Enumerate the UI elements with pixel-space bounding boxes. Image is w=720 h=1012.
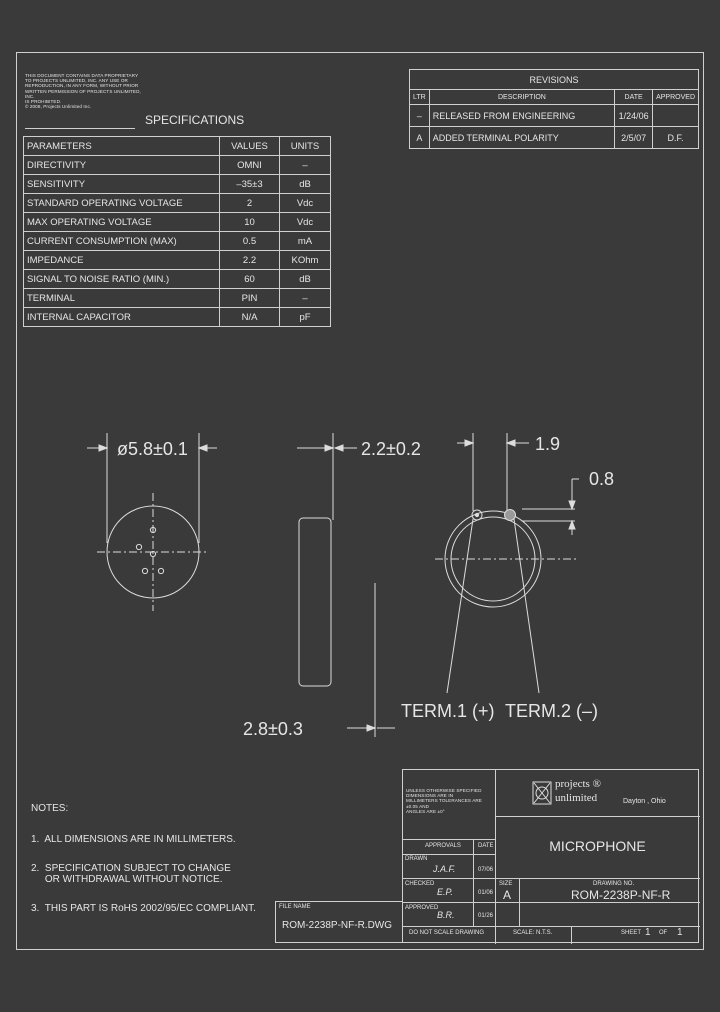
spec-unit: –: [280, 156, 331, 175]
spec-row: [24, 213, 331, 232]
rev-header-approved: APPROVED: [653, 90, 699, 105]
rev-header-description: DESCRIPTION: [429, 90, 614, 105]
port-hole: [158, 568, 163, 573]
spec-row: [24, 270, 331, 289]
spec-table: [23, 136, 331, 327]
diameter-dim: ø5.8±0.1: [117, 439, 188, 459]
tolerance-line: UNLESS OTHERWISE SPECIFIED: [406, 788, 482, 793]
spec-row: [24, 156, 331, 175]
spec-header-row: [24, 137, 331, 156]
proprietary-line: © 2008, Projects Unlimited Inc.: [25, 104, 92, 110]
spec-unit: KOhm: [280, 251, 331, 270]
spec-parameter: MAX OPERATING VOLTAGE: [24, 213, 220, 232]
arrow: [325, 445, 333, 451]
sheet-total: 1: [677, 927, 683, 938]
proprietary-line: THIS DOCUMENT CONTAINS DATA PROPRIETARY: [25, 73, 139, 78]
spec-parameter: TERMINAL: [24, 289, 220, 308]
spec-value: 2.2: [220, 251, 280, 270]
scale: SCALE: N.T.S.: [513, 930, 553, 936]
notes-title: NOTES:: [31, 803, 69, 814]
spec-value: N/A: [220, 308, 280, 327]
revisions-header-row: [410, 90, 699, 105]
file-name-box: [275, 901, 403, 943]
arrow: [199, 445, 207, 451]
tb-hline: [403, 854, 495, 855]
arrow: [507, 440, 515, 446]
revisions-table: [409, 69, 699, 149]
spec-parameter: INTERNAL CAPACITOR: [24, 308, 220, 327]
rev-ltr: A: [410, 127, 430, 149]
approved-by: B.R.: [437, 910, 455, 920]
pin-dim: 0.8: [589, 469, 615, 489]
drawn-label: DRAWN: [405, 856, 428, 862]
tb-hline: [403, 902, 700, 903]
arrow: [569, 501, 575, 509]
notes: [31, 803, 281, 914]
revisions-title: REVISIONS: [410, 70, 699, 90]
note-item: 1. ALL DIMENSIONS ARE IN MILLIMETERS.: [31, 834, 236, 845]
rev-approved: D.F.: [653, 127, 699, 149]
spec-unit: –: [280, 289, 331, 308]
width-dim: 2.8±0.3: [243, 719, 303, 739]
checked-label: CHECKED: [405, 881, 435, 887]
spec-unit: Vdc: [280, 213, 331, 232]
company-logo-icon: [531, 779, 553, 807]
term2-pad: [505, 510, 516, 521]
side-body: [299, 518, 331, 686]
note-item: OR WITHDRAWAL WITHOUT NOTICE.: [31, 874, 223, 885]
spec-parameter: IMPEDANCE: [24, 251, 220, 270]
rev-description: RELEASED FROM ENGINEERING: [429, 105, 614, 127]
company-name-line2: unlimited: [555, 792, 598, 804]
spec-title: SPECIFICATIONS: [145, 113, 245, 127]
tb-hline: [403, 839, 495, 840]
proprietary-line: IS PROHIBITED.: [25, 99, 62, 105]
mechanical-drawing: [17, 373, 705, 739]
note-underline: [25, 128, 135, 129]
company-name-line1: projects ®: [555, 778, 601, 790]
arrow: [465, 440, 473, 446]
drawing-title: MICROPHONE: [549, 838, 646, 854]
revision-row: [410, 105, 699, 127]
drawing-no: ROM-2238P-NF-R: [571, 888, 671, 902]
arrow: [367, 725, 375, 731]
spec-header-units: UNITS: [280, 137, 331, 156]
size-label: SIZE: [499, 881, 513, 887]
drawn-date: 07/06: [478, 867, 494, 873]
spec-value: 10: [220, 213, 280, 232]
size-value: A: [503, 888, 512, 902]
spec-unit: Vdc: [280, 194, 331, 213]
rev-ltr: –: [410, 105, 430, 127]
rev-approved: [653, 105, 699, 127]
spec-value: 2: [220, 194, 280, 213]
title-block: [402, 769, 699, 943]
spec-unit: dB: [280, 270, 331, 289]
spec-value: 0.5: [220, 232, 280, 251]
rev-date: 1/24/06: [615, 105, 653, 127]
spec-unit: pF: [280, 308, 331, 327]
front-view: [87, 433, 217, 611]
spec-row: [24, 308, 331, 327]
revision-row: [410, 127, 699, 149]
checked-date: 01/06: [478, 890, 494, 896]
proprietary-line: WRITTEN PERMISSION OF PROJECTS UNLIMITED, INC.: [25, 88, 141, 99]
approvals-label: APPROVALS: [425, 843, 461, 849]
tolerance-note: [406, 788, 494, 814]
approved-date: 01/26: [478, 913, 494, 919]
spec-unit: mA: [280, 232, 331, 251]
spec-parameter: CURRENT CONSUMPTION (MAX): [24, 232, 220, 251]
tb-hline: [403, 926, 700, 927]
tb-hline: [403, 878, 700, 879]
of-label: OF: [659, 930, 668, 936]
sheet-label: SHEET: [621, 930, 642, 936]
tb-vline: [571, 926, 572, 944]
tb-vline-company: [495, 770, 496, 880]
date-label: DATE: [478, 843, 494, 849]
tb-vline: [473, 839, 474, 926]
spec-value: 60: [220, 270, 280, 289]
note-item: 3. THIS PART IS RoHS 2002/95/EC COMPLIANT.: [31, 903, 256, 914]
proprietary-line: TO PROJECTS UNLIMITED, INC. ANY USE OR: [25, 78, 128, 84]
approved-label: APPROVED: [405, 905, 439, 911]
spec-value: –35±3: [220, 175, 280, 194]
do-not-scale: DO NOT SCALE DRAWING: [409, 930, 485, 936]
spec-value: PIN: [220, 289, 280, 308]
rev-header-date: DATE: [615, 90, 653, 105]
spec-row: [24, 175, 331, 194]
file-name: ROM-2238P-NF-R.DWG: [282, 920, 393, 931]
rear-view: [401, 433, 614, 721]
spec-header-parameters: PARAMETERS: [24, 137, 220, 156]
file-name-label: FILE NAME: [279, 904, 311, 910]
proprietary-note: [25, 73, 145, 109]
spec-row: [24, 251, 331, 270]
rev-description: ADDED TERMINAL POLARITY: [429, 127, 614, 149]
spec-value: OMNI: [220, 156, 280, 175]
drawing-sheet: [16, 52, 704, 950]
term1-label: TERM.1 (+): [401, 701, 495, 721]
arrow: [99, 445, 107, 451]
tb-hline-company: [495, 816, 700, 817]
port-hole: [142, 568, 147, 573]
arrow: [335, 445, 343, 451]
rev-date: 2/5/07: [615, 127, 653, 149]
spec-header-values: VALUES: [220, 137, 280, 156]
tolerance-line: ANGLES ARE ±0°: [406, 808, 445, 814]
tolerance-line: MILLIMETERS TOLERANCES ARE ±0.05 AND: [406, 798, 482, 809]
tb-vline: [519, 878, 520, 926]
drawn-by: J.A.F.: [433, 864, 456, 874]
height-dim: 2.2±0.2: [361, 439, 421, 459]
spec-row: [24, 194, 331, 213]
spec-parameter: DIRECTIVITY: [24, 156, 220, 175]
spec-row: [24, 232, 331, 251]
checked-by: E.P.: [437, 887, 453, 897]
leader-line: [514, 519, 539, 693]
spec-row: [24, 289, 331, 308]
arrow: [569, 521, 575, 529]
side-view: [243, 433, 421, 739]
spec-parameter: SENSITIVITY: [24, 175, 220, 194]
rev-header-ltr: LTR: [410, 90, 430, 105]
note-item: 2. SPECIFICATION SUBJECT TO CHANGE: [31, 863, 231, 874]
tolerance-line: DIMENSIONS ARE IN: [406, 793, 454, 799]
company-location: Dayton , Ohio: [623, 798, 666, 805]
spec-parameter: STANDARD OPERATING VOLTAGE: [24, 194, 220, 213]
term1-pin: [475, 513, 478, 516]
term2-label: TERM.2 (–): [505, 701, 599, 721]
spec-unit: dB: [280, 175, 331, 194]
port-hole: [136, 544, 141, 549]
proprietary-line: REPRODUCTION, IN ANY FORM, WITHOUT PRIOR: [25, 83, 139, 89]
sheet-no: 1: [645, 927, 651, 938]
tb-vline: [495, 878, 496, 944]
revisions-title-row: [410, 70, 699, 90]
leader-line: [447, 519, 473, 693]
term-spacing-dim: 1.9: [535, 434, 561, 454]
spec-parameter: SIGNAL TO NOISE RATIO (MIN.): [24, 270, 220, 289]
drawing-no-label: DRAWING NO.: [593, 881, 635, 887]
